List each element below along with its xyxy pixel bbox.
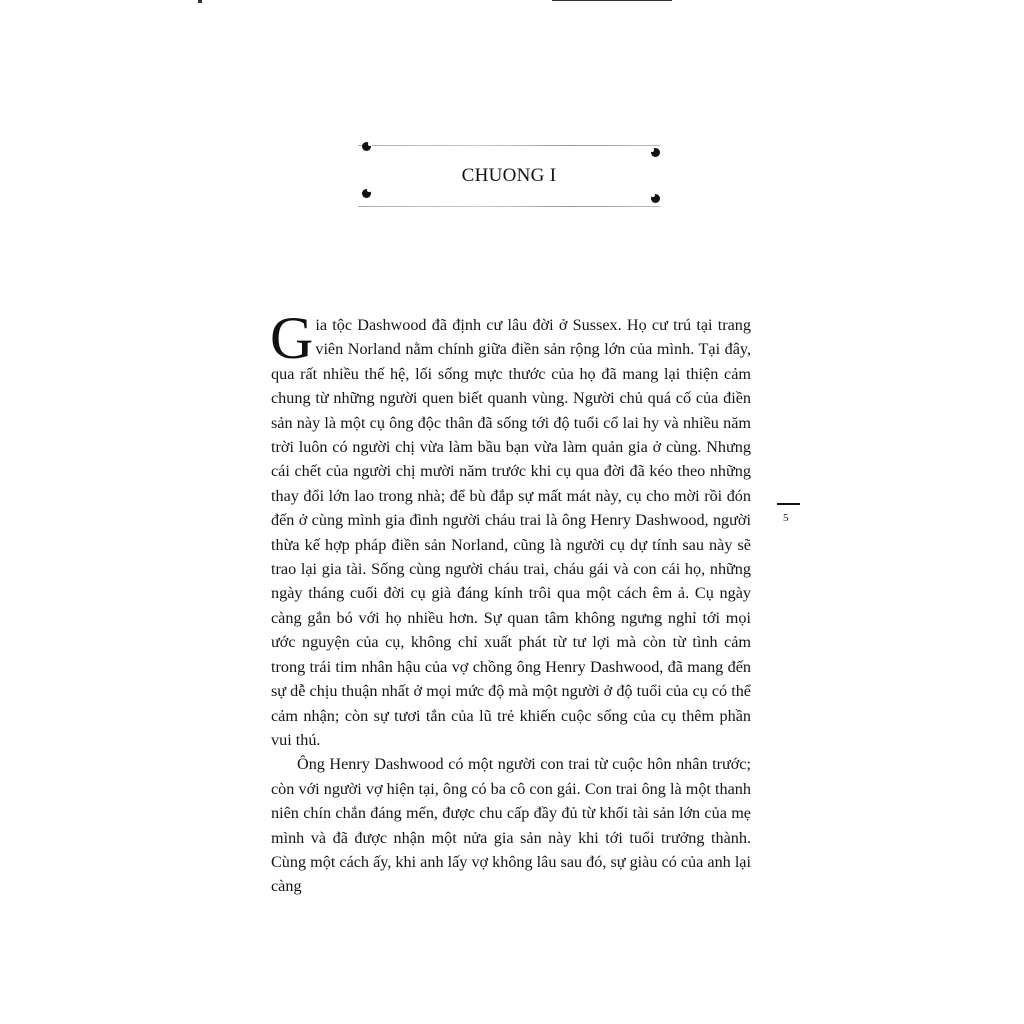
paragraph-2: Ông Henry Dashwood có một người con trai từ cuộc hôn nhân trước; còn với người vợ hiện tại, ông có ba cô con gái. Con trai ông là một thanh niên chín chắn đáng mến, được chu cấp đầy đủ từ khối tài sản lớn của mẹ mình và đã được nhận một nửa gia sản này khi tới tuổi trưởng thành. Cùng một cách ấy, khi anh lấy vợ không lâu sau đó, sự giàu có của anh lại càng — [271, 755, 751, 896]
page-number-rule — [777, 503, 800, 505]
top-edge-rule — [552, 0, 672, 1]
top-edge-mark — [198, 0, 202, 3]
chapter-heading-frame — [350, 140, 668, 212]
frame-top-line — [358, 145, 660, 146]
swirl-ornament-icon — [651, 148, 660, 157]
swirl-ornament-icon — [362, 142, 371, 151]
frame-bottom-line — [358, 206, 660, 207]
paragraph-1 — [270, 305, 751, 752]
drop-cap: G — [270, 305, 314, 371]
chapter-body-text — [270, 305, 751, 899]
chapter-title: CHUONG I — [461, 165, 557, 186]
page-number: 5 — [783, 512, 789, 524]
swirl-ornament-icon — [651, 194, 660, 203]
swirl-ornament-icon — [362, 189, 371, 198]
paragraph-1-text: ia tộc Dashwood đã định cư lâu đời ở Sussex. Họ cư trú tại trang viên Norland nằm chính giữa điền sản rộng lớn của mình. Tại đây, qua rất nhiều thế hệ, lối sống mực thước của họ đã mang lại thiện cảm chung từ những người quen biết quanh vùng. Người chủ quá cố của điền sản này là một cụ ông độc thân đã sống tới độ tuổi cổ lai hy và nhiều năm trời luôn có người chị vừa làm bầu bạn vừa làm quản gia ở cùng. Nhưng cái chết của người chị mười năm trước khi cụ qua đời đã kéo theo những thay đổi lớn lao trong nhà; để bù đắp sự mất mát này, cụ cho mời rồi đón đến ở cùng mình gia đình người cháu trai là ông Henry Dashwood, người thừa kế hợp pháp điền sản Norland, cũng là người cụ dự tính sau này sẽ trao lại gia tài. Sống cùng người cháu trai, cháu gái và con cái họ, những ngày tháng cuối đời cụ già đáng kính trôi qua một cách êm ả. Cụ ngày càng gắn bó với họ nhiều hơn. Sự quan tâm không ngưng nghỉ tới mọi ước nguyện của cụ, không chỉ xuất phát từ tư lợi mà còn từ tình cảm trong trái tim nhân hậu của vợ chồng ông Henry Dashwood, đã mang đến sự dễ chịu thuận nhất ở mọi mức độ mà một người ở độ tuổi của cụ có thể cảm nhận; còn sự tươi tắn của lũ trẻ khiến cuộc sống của cụ thêm phần vui thú. — [271, 316, 751, 749]
